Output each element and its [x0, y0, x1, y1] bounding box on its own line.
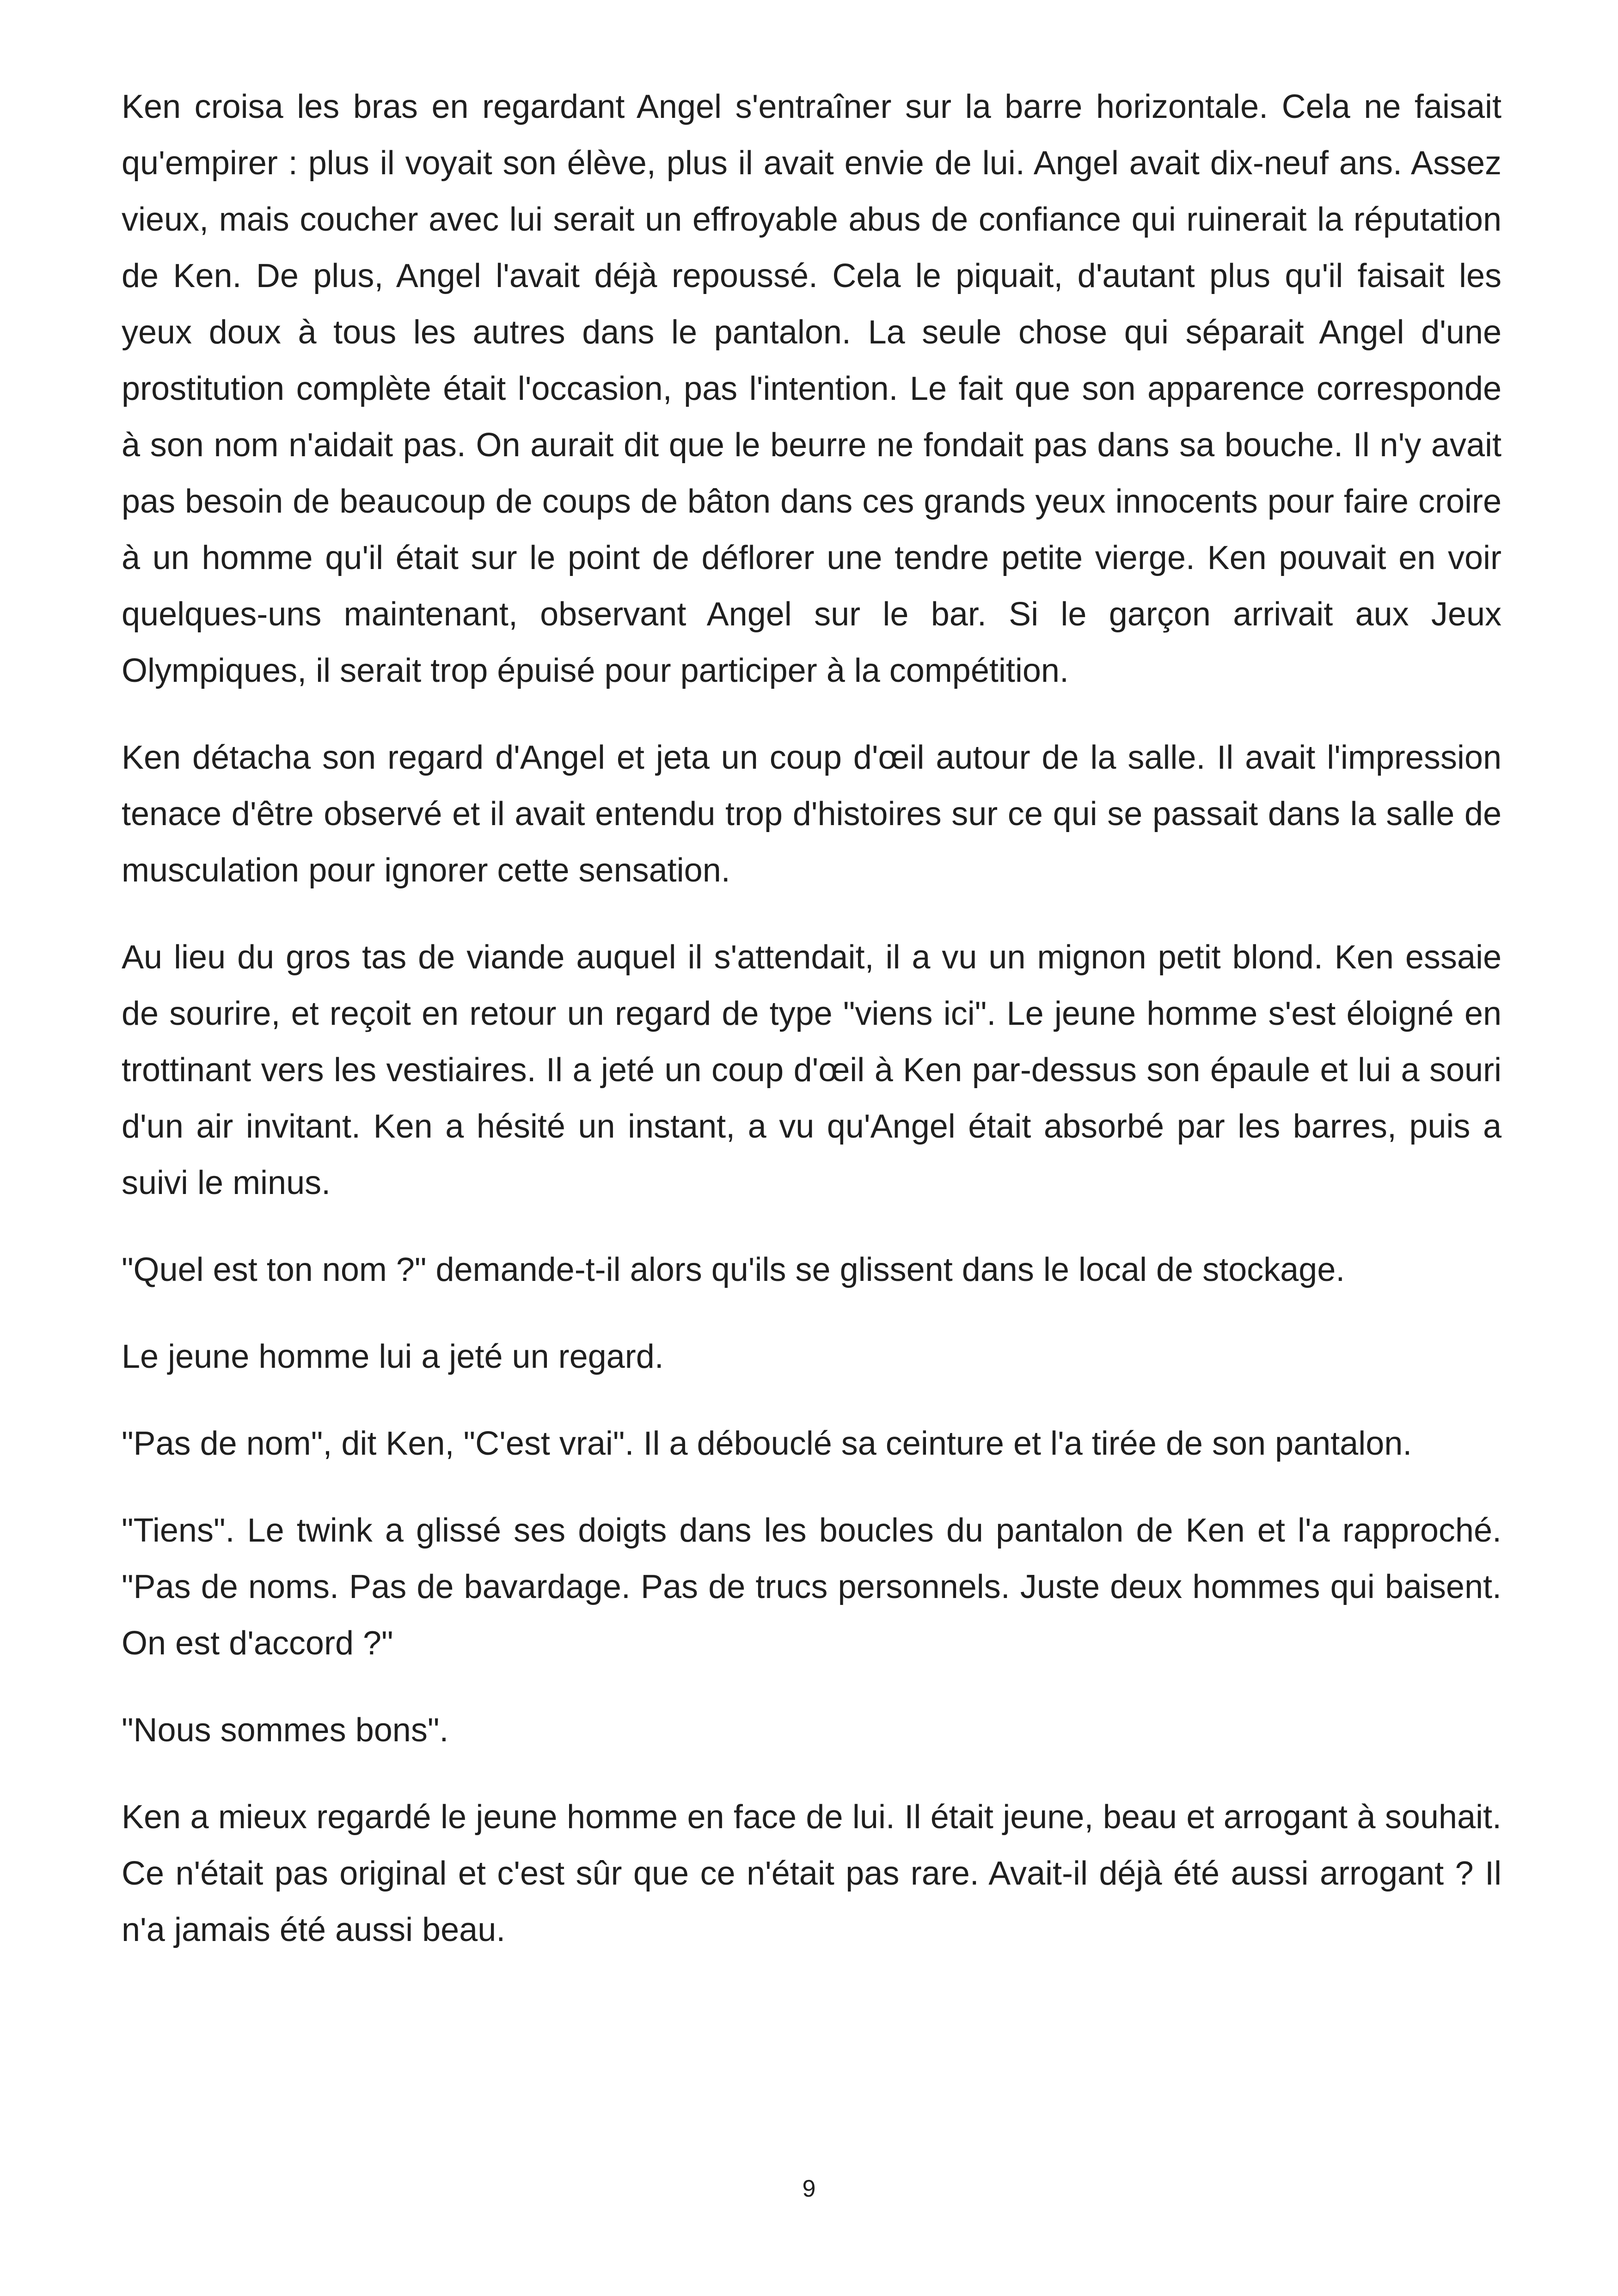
page-number: 9: [802, 2175, 816, 2202]
paragraph-3: Au lieu du gros tas de viande auquel il s'attendait, il a vu un mignon petit blond. Ken essaie de sourire, et reçoit en retour un regard de type "viens ici". Le jeune homme s'est éloigné en trottinant vers les vestiaires. Il a jeté un coup d'œil à Ken par-dessus son épaule et lui a souri d'un air invitant. Ken a hésité un instant, a vu qu'Angel était absorbé par les barres, puis a suivi le minus.: [122, 939, 1502, 1201]
paragraph-9: Ken a mieux regardé le jeune homme en face de lui. Il était jeune, beau et arrogant à souhait. Ce n'était pas original et c'est sûr que ce n'était pas rare. Avait-il déjà été aussi arrogant ? Il n'a jamais été aussi beau.: [122, 1799, 1502, 1948]
paragraph-2: Ken détacha son regard d'Angel et jeta un coup d'œil autour de la salle. Il avait l'impression tenace d'être observé et il avait entendu trop d'histoires sur ce qui se passait dans la salle de musculation pour ignorer cette sensation.: [122, 739, 1502, 889]
document-body: [122, 79, 1502, 1989]
paragraph-8: "Nous sommes bons".: [122, 1712, 449, 1749]
paragraph-1: Ken croisa les bras en regardant Angel s'entraîner sur la barre horizontale. Cela ne faisait qu'empirer : plus il voyait son élève, plus il avait envie de lui. Angel avait dix-neuf ans. Assez vieux, mais coucher avec lui serait un effroyable abus de confiance qui ruinerait la réputation de Ken. De plus, Angel l'avait déjà repoussé. Cela le piquait, d'autant plus qu'il faisait les yeux doux à tous les autres dans le pantalon. La seule chose qui séparait Angel d'une prostitution complète était l'occasion, pas l'intention. Le fait que son apparence corresponde à son nom n'aidait pas. On aurait dit que le beurre ne fondait pas dans sa bouche. Il n'y avait pas besoin de beaucoup de coups de bâton dans ces grands yeux innocents pour faire croire à un homme qu'il était sur le point de déflorer une tendre petite vierge. Ken pouvait en voir quelques-uns maintenant, observant Angel sur le bar. Si le garçon arrivait aux Jeux Olympiques, il serait trop épuisé pour participer à la compétition.: [122, 88, 1502, 689]
paragraph-4: "Quel est ton nom ?" demande-t-il alors qu'ils se glissent dans le local de stockage.: [122, 1251, 1345, 1288]
paragraph-5: Le jeune homme lui a jeté un regard.: [122, 1338, 664, 1375]
paragraph-6: "Pas de nom", dit Ken, "C'est vrai". Il a débouclé sa ceinture et l'a tirée de son pantalon.: [122, 1425, 1412, 1462]
paragraph-7: "Tiens". Le twink a glissé ses doigts dans les boucles du pantalon de Ken et l'a rapproché. "Pas de noms. Pas de bavardage. Pas de trucs personnels. Juste deux hommes qui baisent. On est d'accord ?": [122, 1512, 1502, 1662]
